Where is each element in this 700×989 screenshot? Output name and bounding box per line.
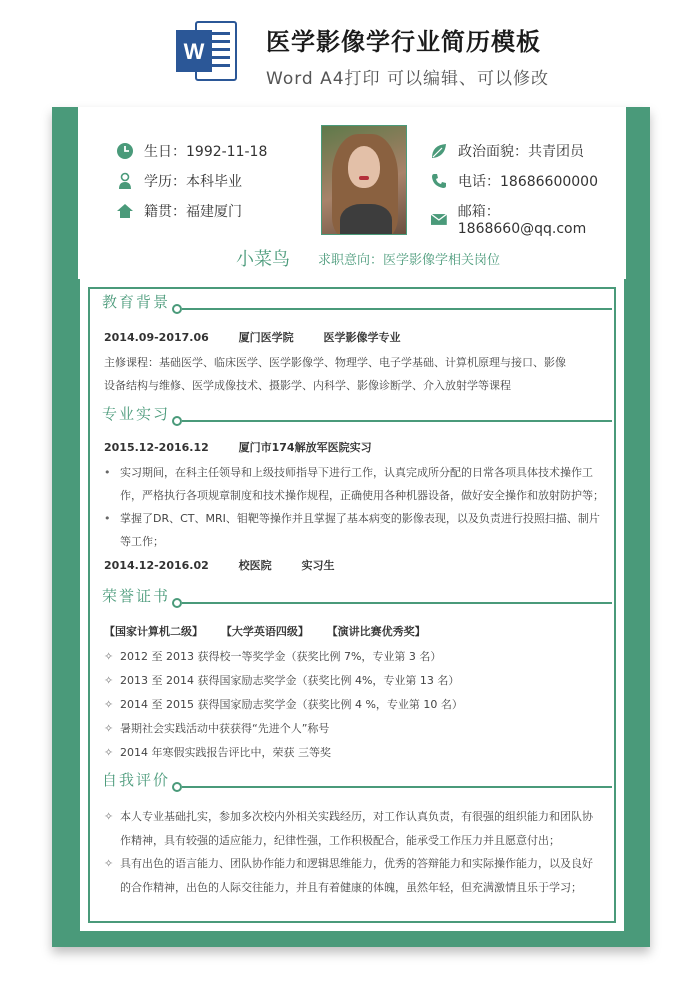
banner-title: 医学影像学行业简历模板 — [266, 28, 541, 56]
internship-1-org: 厦门市174解放军医院实习 — [238, 441, 372, 454]
section-internship-header — [92, 403, 612, 429]
job-intent: 求职意向：医学影像学相关岗位 — [318, 253, 501, 268]
section-honors-title: 荣誉证书 — [102, 587, 171, 605]
hometown-text: 籍贯：福建厦门 — [144, 204, 242, 220]
internship-2-period: 2014.12-2016.02 — [104, 559, 209, 572]
self-eval-2b: 的合作精神，出色的人际交往能力，并且有着健康的体魄，虽然年轻，但充满激情且乐于学习； — [120, 881, 582, 894]
internship-1-period: 2015.12-2016.12 — [104, 441, 209, 454]
certificate-tag: 【演讲比赛优秀奖】 — [326, 625, 426, 638]
section-education-header — [92, 291, 612, 317]
profile-header — [78, 107, 626, 279]
self-eval-2a: ✧ 具有出色的语言能力、团队协作能力和逻辑思维能力，优秀的答辩能力和实际操作能力，以及良好 — [92, 852, 612, 876]
section-dot-icon — [172, 416, 182, 426]
phone-text: 电话：18686600000 — [458, 174, 598, 190]
honor-item: ✧ 2012 至 2013 获得校一等奖学金（获奖比例 7%，专业第 3 名） — [92, 645, 612, 669]
home-icon — [116, 202, 134, 220]
internship-1-summary — [92, 435, 612, 461]
education-text: 学历：本科毕业 — [144, 174, 242, 190]
birth-text: 生日：1992-11-18 — [144, 144, 268, 160]
politics-text: 政治面貌：共青团员 — [458, 144, 584, 160]
education-courses-1: 主修课程：基础医学、临床医学、医学影像学、物理学、电子学基础、计算机原理与接口、影像 — [104, 356, 566, 369]
clock-icon — [116, 142, 134, 160]
certificate-tags — [92, 619, 612, 645]
section-education-title: 教育背景 — [102, 293, 171, 311]
phone-icon — [430, 172, 448, 190]
section-dot-icon — [172, 782, 182, 792]
resume-content — [92, 287, 612, 899]
section-dot-icon — [172, 598, 182, 608]
honor-item: ✧ 暑期社会实践活动中获获得“先进个人”称号 — [92, 717, 612, 741]
internship-bullet-1b: 作，严格执行各项规章制度和技术操作规程，正确使用各种机器设备，做好安全操作和放射防护等； — [120, 489, 604, 502]
section-divider — [182, 786, 612, 788]
section-internship-title: 专业实习 — [102, 405, 171, 423]
education-major: 医学影像学专业 — [323, 331, 401, 344]
resume-sheet — [52, 107, 650, 947]
education-row — [116, 171, 242, 191]
certificate-tag: 【国家计算机二级】 — [104, 625, 203, 638]
honor-item: ✧ 2014 年寒假实践报告评比中，荣获 三等奖 — [92, 741, 612, 765]
politics-row — [430, 141, 584, 161]
hometown-row — [116, 201, 242, 221]
education-school: 厦门医学院 — [238, 331, 294, 344]
section-divider — [182, 420, 612, 422]
honor-item: ✧ 2014 至 2015 获得国家励志奖学金（获奖比例 4 %，专业第 10 名） — [92, 693, 612, 717]
self-eval-1b: 作精神，具有较强的适应能力，纪律性强，工作积极配合，能承受工作压力并且愿意付出； — [120, 834, 560, 847]
profile-photo — [321, 125, 407, 235]
email-text: 邮箱：1868660@qq.com — [457, 204, 587, 237]
candidate-name: 小菜鸟 — [236, 249, 290, 270]
section-self-title: 自我评价 — [102, 771, 171, 789]
education-period: 2014.09-2017.06 — [104, 331, 209, 344]
birth-row — [116, 141, 267, 161]
template-banner — [0, 0, 700, 100]
word-document-icon — [174, 18, 240, 84]
education-summary — [92, 325, 612, 351]
education-courses-2: 设备结构与维修、医学成像技术、摄影学、内科学、影像诊断学、介入放射学等课程 — [104, 379, 511, 392]
internship-bullet-1a: • 实习期间，在科主任领导和上级技师指导下进行工作，认真完成所分配的日常各项具体技术操作工 — [92, 461, 612, 484]
phone-row — [430, 171, 598, 191]
section-honors-header — [92, 585, 612, 611]
mail-icon — [430, 210, 448, 228]
section-self-header — [92, 769, 612, 795]
internship-2-summary — [92, 553, 612, 579]
leaf-icon — [430, 142, 448, 160]
certificate-tag: 【大学英语四级】 — [220, 625, 309, 638]
internship-2-role: 实习生 — [301, 559, 335, 572]
section-dot-icon — [172, 304, 182, 314]
section-divider — [182, 308, 612, 310]
word-icon-letter: W — [183, 39, 205, 64]
internship-bullet-2b: 等工作； — [120, 535, 164, 548]
section-divider — [182, 602, 612, 604]
person-icon — [116, 172, 134, 190]
email-row — [430, 201, 626, 237]
internship-2-org: 校医院 — [238, 559, 272, 572]
honor-item: ✧ 2013 至 2014 获得国家励志奖学金（获奖比例 4%，专业第 13 名） — [92, 669, 612, 693]
self-eval-1a: ✧ 本人专业基础扎实，参加多次校内外相关实践经历，对工作认真负责，有很强的组织能力和团队协 — [92, 805, 612, 829]
banner-subtitle: Word A4打印 可以编辑、可以修改 — [266, 69, 549, 89]
internship-bullet-2a: • 掌握了DR、CT、MRI、钼靶等操作并且掌握了基本病变的影像表现，以及负责进行投照扫描、制片 — [92, 507, 612, 530]
